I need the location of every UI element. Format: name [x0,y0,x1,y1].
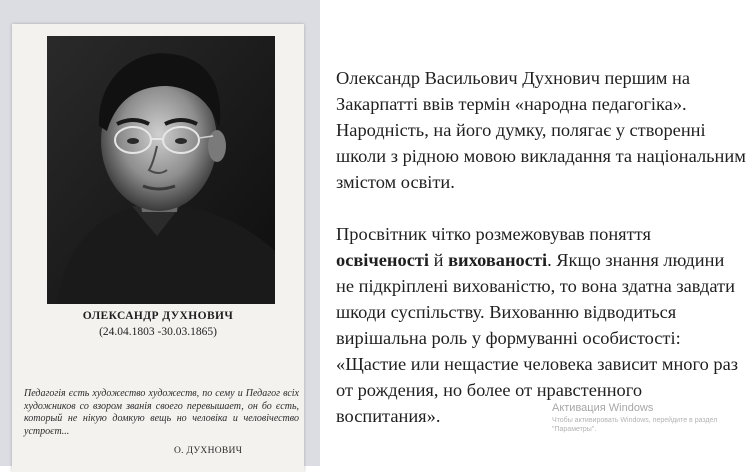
book-page [12,24,304,472]
term-educatedness: освіченості [336,250,430,270]
paragraph-2-part-3: . Якщо знання людини не підкріплені вихованістю, то вона здатна завдати шкоди суспільству. Вихованню відводиться вирішальна роль у формуванні особистості: «Щастие или нещастие человека зависит много раз от рождения, но более от нравстенного воспитания». [336,250,739,426]
paragraph-2-part-2: й [429,250,449,270]
windows-activation-subtitle: Чтобы активировать Windows, перейдите в раздел "Параметры". [552,417,718,433]
portrait-photo [47,36,275,304]
paragraph-2-part-1: Просвітник чітко розмежовував поняття [336,224,651,244]
windows-activation-title: Активация Windows [552,402,654,414]
paragraph-1: Олександр Васильович Духнович першим на Закарпатті ввів термін «народна педагогіка». Народність, на його думку, полягає у створенні школи з рідною мовою викладання та національним змістом освіти. [336,68,746,192]
term-upbringing: вихованості [448,250,548,270]
book-photo-area [0,0,320,466]
quote-author: О. ДУХНОВИЧ [174,446,243,456]
quote-text: Педагогія єсть художество художеств, по сему и Педагог всіх художников со взором званія своего перевышает, он бо єсть, который не нікую домкую вещь но человіка и человічество устроєт... [24,388,299,437]
main-text [336,65,746,429]
portrait-illustration [47,36,275,304]
paragraph-2 [336,221,746,429]
caption-dates: (24.04.1803 -30.03.1865) [99,326,217,338]
caption-name: ОЛЕКСАНДР ДУХНОВИЧ [82,310,234,322]
